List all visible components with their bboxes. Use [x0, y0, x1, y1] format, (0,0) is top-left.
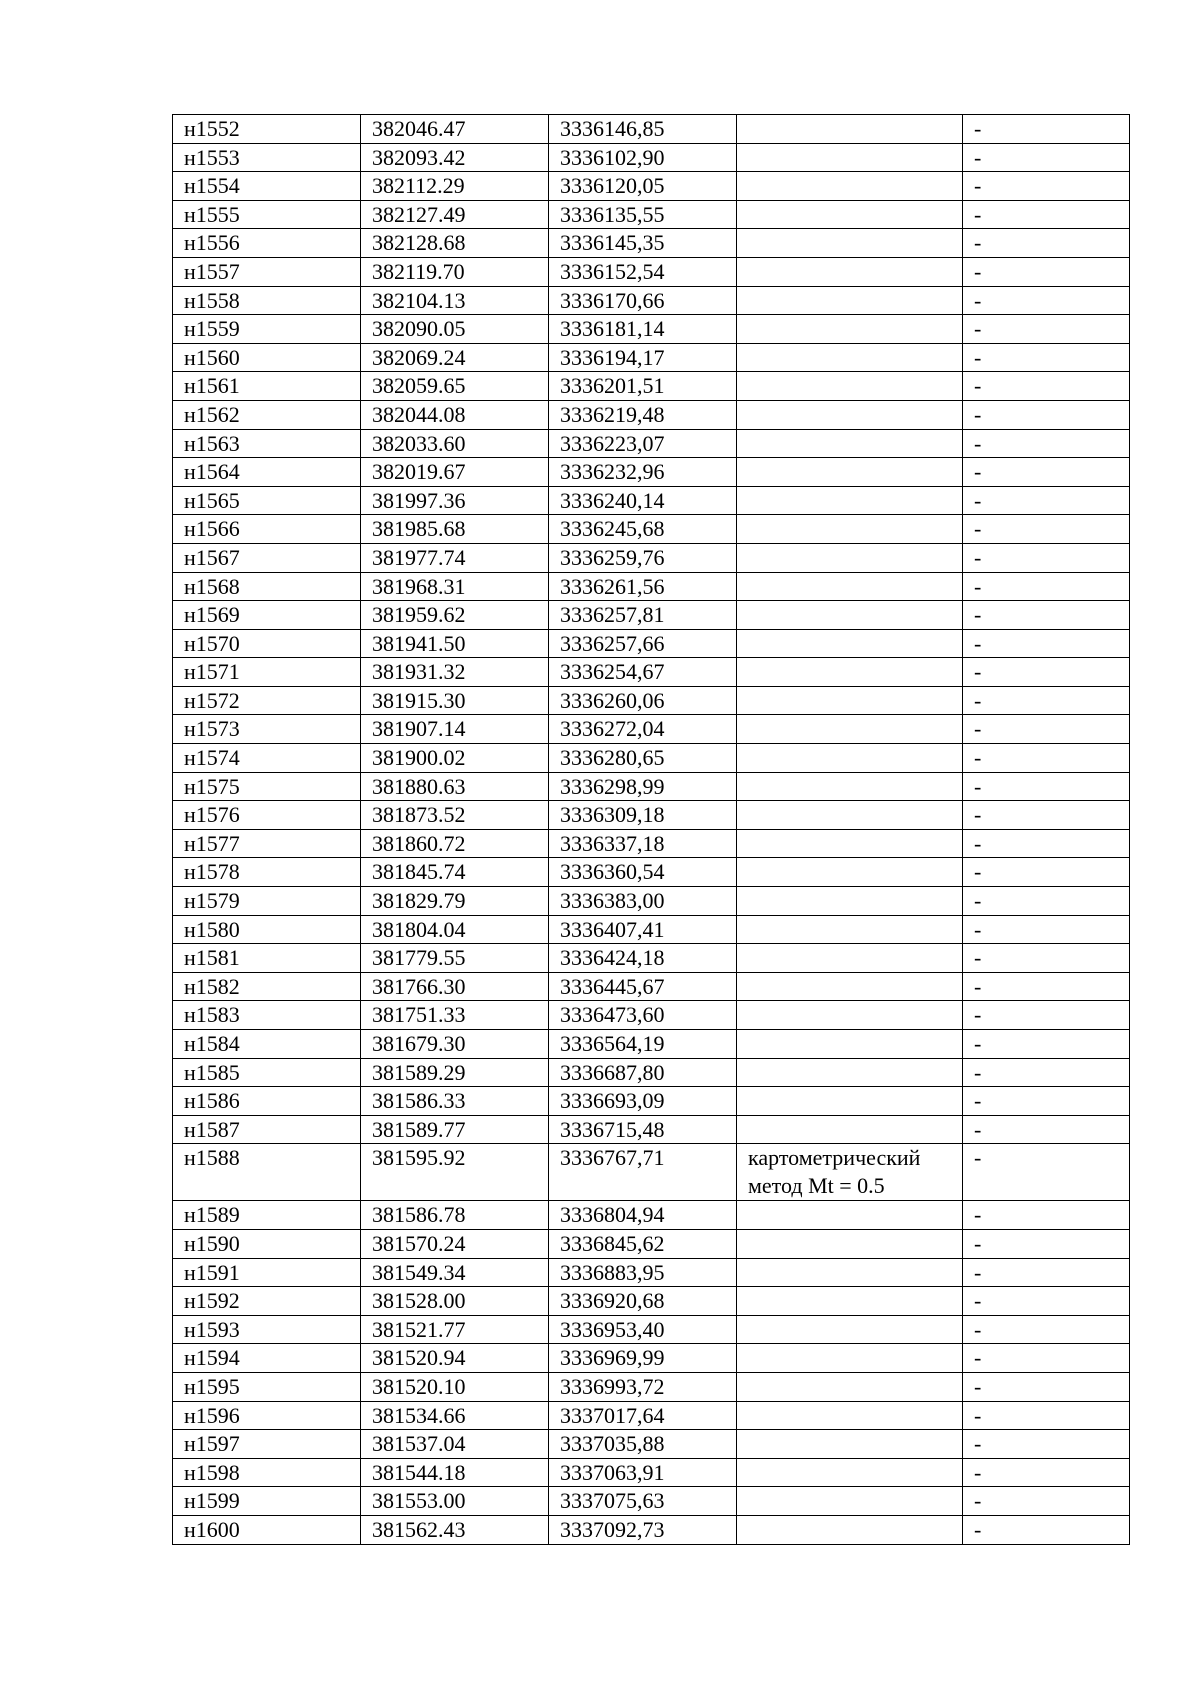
- point-name-cell: н1592: [173, 1287, 361, 1316]
- y-coordinate-cell: 3337092,73: [549, 1515, 737, 1544]
- method-note-cell: [737, 1087, 963, 1116]
- table-row: [173, 801, 1130, 830]
- x-coordinate-cell: 382119.70: [361, 257, 549, 286]
- method-note-cell: [737, 715, 963, 744]
- x-coordinate-cell: 381968.31: [361, 572, 549, 601]
- x-coordinate-cell: 381907.14: [361, 715, 549, 744]
- point-name-cell: н1557: [173, 257, 361, 286]
- dash-cell: -: [963, 686, 1130, 715]
- table-row: [173, 172, 1130, 201]
- dash-cell: -: [963, 944, 1130, 973]
- point-name-cell: н1582: [173, 972, 361, 1001]
- y-coordinate-cell: 3336261,56: [549, 572, 737, 601]
- method-note-cell: [737, 372, 963, 401]
- table-row: [173, 858, 1130, 887]
- x-coordinate-cell: 381860.72: [361, 829, 549, 858]
- y-coordinate-cell: 3336170,66: [549, 286, 737, 315]
- point-name-cell: н1567: [173, 543, 361, 572]
- method-note-cell: [737, 858, 963, 887]
- table-row: [173, 400, 1130, 429]
- table-row: [173, 1287, 1130, 1316]
- dash-cell: -: [963, 1229, 1130, 1258]
- dash-cell: -: [963, 629, 1130, 658]
- table-row: [173, 1001, 1130, 1030]
- dash-cell: -: [963, 1372, 1130, 1401]
- x-coordinate-cell: 382128.68: [361, 229, 549, 258]
- dash-cell: -: [963, 1058, 1130, 1087]
- coordinates-table: [172, 114, 1130, 1545]
- point-name-cell: н1554: [173, 172, 361, 201]
- x-coordinate-cell: 381537.04: [361, 1430, 549, 1459]
- y-coordinate-cell: 3337017,64: [549, 1401, 737, 1430]
- x-coordinate-cell: 381959.62: [361, 601, 549, 630]
- x-coordinate-cell: 381997.36: [361, 486, 549, 515]
- x-coordinate-cell: 381931.32: [361, 658, 549, 687]
- table-row: [173, 343, 1130, 372]
- point-name-cell: н1583: [173, 1001, 361, 1030]
- table-row: [173, 200, 1130, 229]
- x-coordinate-cell: 382127.49: [361, 200, 549, 229]
- table-row: [173, 1115, 1130, 1144]
- method-note-cell: [737, 257, 963, 286]
- point-name-cell: н1573: [173, 715, 361, 744]
- point-name-cell: н1587: [173, 1115, 361, 1144]
- point-name-cell: н1572: [173, 686, 361, 715]
- table-row: [173, 486, 1130, 515]
- point-name-cell: н1564: [173, 458, 361, 487]
- x-coordinate-cell: 382033.60: [361, 429, 549, 458]
- dash-cell: -: [963, 1401, 1130, 1430]
- x-coordinate-cell: 382090.05: [361, 315, 549, 344]
- y-coordinate-cell: 3336804,94: [549, 1201, 737, 1230]
- y-coordinate-cell: 3336309,18: [549, 801, 737, 830]
- y-coordinate-cell: 3336383,00: [549, 887, 737, 916]
- dash-cell: -: [963, 143, 1130, 172]
- dash-cell: -: [963, 772, 1130, 801]
- method-note-cell: [737, 944, 963, 973]
- dash-cell: -: [963, 1344, 1130, 1373]
- method-note-cell: [737, 686, 963, 715]
- table-row: [173, 515, 1130, 544]
- y-coordinate-cell: 3336969,99: [549, 1344, 737, 1373]
- point-name-cell: н1596: [173, 1401, 361, 1430]
- x-coordinate-cell: 381562.43: [361, 1515, 549, 1544]
- y-coordinate-cell: 3336407,41: [549, 915, 737, 944]
- point-name-cell: н1598: [173, 1458, 361, 1487]
- y-coordinate-cell: 3336953,40: [549, 1315, 737, 1344]
- table-row: [173, 1144, 1130, 1201]
- point-name-cell: н1591: [173, 1258, 361, 1287]
- x-coordinate-cell: 382069.24: [361, 343, 549, 372]
- dash-cell: -: [963, 715, 1130, 744]
- method-note-cell: [737, 458, 963, 487]
- table-row: [173, 286, 1130, 315]
- point-name-cell: н1585: [173, 1058, 361, 1087]
- y-coordinate-cell: 3336245,68: [549, 515, 737, 544]
- point-name-cell: н1593: [173, 1315, 361, 1344]
- y-coordinate-cell: 3336272,04: [549, 715, 737, 744]
- x-coordinate-cell: 381873.52: [361, 801, 549, 830]
- method-note-cell: [737, 1515, 963, 1544]
- y-coordinate-cell: 3336201,51: [549, 372, 737, 401]
- dash-cell: -: [963, 515, 1130, 544]
- table-row: [173, 1315, 1130, 1344]
- x-coordinate-cell: 382093.42: [361, 143, 549, 172]
- x-coordinate-cell: 382104.13: [361, 286, 549, 315]
- point-name-cell: н1580: [173, 915, 361, 944]
- dash-cell: -: [963, 1487, 1130, 1516]
- y-coordinate-cell: 3336445,67: [549, 972, 737, 1001]
- y-coordinate-cell: 3336146,85: [549, 115, 737, 144]
- dash-cell: -: [963, 172, 1130, 201]
- point-name-cell: н1559: [173, 315, 361, 344]
- dash-cell: -: [963, 315, 1130, 344]
- x-coordinate-cell: 381915.30: [361, 686, 549, 715]
- y-coordinate-cell: 3336687,80: [549, 1058, 737, 1087]
- point-name-cell: н1574: [173, 744, 361, 773]
- x-coordinate-cell: 381766.30: [361, 972, 549, 1001]
- point-name-cell: н1577: [173, 829, 361, 858]
- dash-cell: -: [963, 400, 1130, 429]
- dash-cell: -: [963, 829, 1130, 858]
- point-name-cell: н1599: [173, 1487, 361, 1516]
- method-note-cell: [737, 343, 963, 372]
- point-name-cell: н1579: [173, 887, 361, 916]
- y-coordinate-cell: 3336240,14: [549, 486, 737, 515]
- y-coordinate-cell: 3336257,66: [549, 629, 737, 658]
- table-row: [173, 629, 1130, 658]
- table-row: [173, 1201, 1130, 1230]
- y-coordinate-cell: 3337075,63: [549, 1487, 737, 1516]
- point-name-cell: н1578: [173, 858, 361, 887]
- table-row: [173, 1515, 1130, 1544]
- method-note-cell: [737, 429, 963, 458]
- y-coordinate-cell: 3336920,68: [549, 1287, 737, 1316]
- method-note-cell: [737, 286, 963, 315]
- y-coordinate-cell: 3336280,65: [549, 744, 737, 773]
- method-note-cell: [737, 200, 963, 229]
- table-row: [173, 1344, 1130, 1373]
- dash-cell: -: [963, 1001, 1130, 1030]
- x-coordinate-cell: 382044.08: [361, 400, 549, 429]
- method-note-cell: [737, 744, 963, 773]
- table-row: [173, 1258, 1130, 1287]
- dash-cell: -: [963, 1115, 1130, 1144]
- method-note-cell: [737, 143, 963, 172]
- y-coordinate-cell: 3336181,14: [549, 315, 737, 344]
- y-coordinate-cell: 3336257,81: [549, 601, 737, 630]
- dash-cell: -: [963, 286, 1130, 315]
- table-row: [173, 543, 1130, 572]
- method-note-cell: [737, 829, 963, 858]
- method-note-cell: [737, 572, 963, 601]
- point-name-cell: н1575: [173, 772, 361, 801]
- point-name-cell: н1569: [173, 601, 361, 630]
- method-note-cell: [737, 1287, 963, 1316]
- table-row: [173, 972, 1130, 1001]
- dash-cell: -: [963, 115, 1130, 144]
- dash-cell: -: [963, 1144, 1130, 1201]
- method-note-cell: [737, 400, 963, 429]
- y-coordinate-cell: 3336845,62: [549, 1229, 737, 1258]
- table-row: [173, 1458, 1130, 1487]
- point-name-cell: н1568: [173, 572, 361, 601]
- table-row: [173, 829, 1130, 858]
- dash-cell: -: [963, 744, 1130, 773]
- x-coordinate-cell: 381679.30: [361, 1030, 549, 1059]
- dash-cell: -: [963, 887, 1130, 916]
- y-coordinate-cell: 3336767,71: [549, 1144, 737, 1201]
- table-row: [173, 915, 1130, 944]
- table-body: [173, 115, 1130, 1545]
- dash-cell: -: [963, 543, 1130, 572]
- dash-cell: -: [963, 1458, 1130, 1487]
- x-coordinate-cell: 381977.74: [361, 543, 549, 572]
- method-note-cell: [737, 1258, 963, 1287]
- table-row: [173, 1229, 1130, 1258]
- dash-cell: -: [963, 972, 1130, 1001]
- y-coordinate-cell: 3336424,18: [549, 944, 737, 973]
- point-name-cell: н1600: [173, 1515, 361, 1544]
- point-name-cell: н1597: [173, 1430, 361, 1459]
- table-row: [173, 1030, 1130, 1059]
- point-name-cell: н1562: [173, 400, 361, 429]
- table-row: [173, 429, 1130, 458]
- point-name-cell: н1561: [173, 372, 361, 401]
- point-name-cell: н1565: [173, 486, 361, 515]
- point-name-cell: н1570: [173, 629, 361, 658]
- point-name-cell: н1584: [173, 1030, 361, 1059]
- point-name-cell: н1589: [173, 1201, 361, 1230]
- method-note-cell: [737, 543, 963, 572]
- dash-cell: -: [963, 372, 1130, 401]
- method-note-cell: [737, 658, 963, 687]
- method-note-cell: [737, 1001, 963, 1030]
- x-coordinate-cell: 381589.29: [361, 1058, 549, 1087]
- point-name-cell: н1556: [173, 229, 361, 258]
- table-row: [173, 115, 1130, 144]
- method-note-cell: [737, 515, 963, 544]
- point-name-cell: н1552: [173, 115, 361, 144]
- table-row: [173, 944, 1130, 973]
- method-note-cell: [737, 1372, 963, 1401]
- method-note-cell: [737, 1487, 963, 1516]
- y-coordinate-cell: 3336337,18: [549, 829, 737, 858]
- x-coordinate-cell: 381553.00: [361, 1487, 549, 1516]
- x-coordinate-cell: 381586.33: [361, 1087, 549, 1116]
- y-coordinate-cell: 3336135,55: [549, 200, 737, 229]
- table-row: [173, 772, 1130, 801]
- point-name-cell: н1560: [173, 343, 361, 372]
- point-name-cell: н1555: [173, 200, 361, 229]
- dash-cell: -: [963, 1287, 1130, 1316]
- table-row: [173, 744, 1130, 773]
- x-coordinate-cell: 381900.02: [361, 744, 549, 773]
- dash-cell: -: [963, 658, 1130, 687]
- x-coordinate-cell: 382046.47: [361, 115, 549, 144]
- y-coordinate-cell: 3336715,48: [549, 1115, 737, 1144]
- x-coordinate-cell: 381880.63: [361, 772, 549, 801]
- table-row: [173, 1430, 1130, 1459]
- point-name-cell: н1553: [173, 143, 361, 172]
- table-row: [173, 601, 1130, 630]
- method-note-cell: [737, 486, 963, 515]
- dash-cell: -: [963, 572, 1130, 601]
- y-coordinate-cell: 3336693,09: [549, 1087, 737, 1116]
- y-coordinate-cell: 3336360,54: [549, 858, 737, 887]
- x-coordinate-cell: 382059.65: [361, 372, 549, 401]
- table-row: [173, 1372, 1130, 1401]
- method-note-cell: [737, 1315, 963, 1344]
- table-row: [173, 1058, 1130, 1087]
- table-row: [173, 1401, 1130, 1430]
- method-note-cell: [737, 601, 963, 630]
- y-coordinate-cell: 3336223,07: [549, 429, 737, 458]
- x-coordinate-cell: 381528.00: [361, 1287, 549, 1316]
- x-coordinate-cell: 381589.77: [361, 1115, 549, 1144]
- method-note-cell: [737, 772, 963, 801]
- y-coordinate-cell: 3336883,95: [549, 1258, 737, 1287]
- method-note-cell: [737, 1458, 963, 1487]
- y-coordinate-cell: 3336152,54: [549, 257, 737, 286]
- x-coordinate-cell: 381751.33: [361, 1001, 549, 1030]
- y-coordinate-cell: 3336232,96: [549, 458, 737, 487]
- table-row: [173, 1087, 1130, 1116]
- dash-cell: -: [963, 1258, 1130, 1287]
- table-row: [173, 686, 1130, 715]
- dash-cell: -: [963, 858, 1130, 887]
- table-row: [173, 458, 1130, 487]
- y-coordinate-cell: 3336993,72: [549, 1372, 737, 1401]
- method-note-cell: [737, 629, 963, 658]
- y-coordinate-cell: 3336564,19: [549, 1030, 737, 1059]
- method-note-cell: [737, 115, 963, 144]
- dash-cell: -: [963, 1315, 1130, 1344]
- dash-cell: -: [963, 200, 1130, 229]
- x-coordinate-cell: 381521.77: [361, 1315, 549, 1344]
- dash-cell: -: [963, 1201, 1130, 1230]
- table-row: [173, 229, 1130, 258]
- dash-cell: -: [963, 1087, 1130, 1116]
- method-note-cell: [737, 1058, 963, 1087]
- y-coordinate-cell: 3336298,99: [549, 772, 737, 801]
- y-coordinate-cell: 3336194,17: [549, 343, 737, 372]
- x-coordinate-cell: 381570.24: [361, 1229, 549, 1258]
- y-coordinate-cell: 3336145,35: [549, 229, 737, 258]
- dash-cell: -: [963, 915, 1130, 944]
- table-row: [173, 658, 1130, 687]
- x-coordinate-cell: 381985.68: [361, 515, 549, 544]
- x-coordinate-cell: 382019.67: [361, 458, 549, 487]
- dash-cell: -: [963, 458, 1130, 487]
- x-coordinate-cell: 381804.04: [361, 915, 549, 944]
- x-coordinate-cell: 381941.50: [361, 629, 549, 658]
- dash-cell: -: [963, 601, 1130, 630]
- y-coordinate-cell: 3336259,76: [549, 543, 737, 572]
- table-row: [173, 315, 1130, 344]
- table-row: [173, 257, 1130, 286]
- x-coordinate-cell: 381520.94: [361, 1344, 549, 1373]
- dash-cell: -: [963, 229, 1130, 258]
- y-coordinate-cell: 3336254,67: [549, 658, 737, 687]
- y-coordinate-cell: 3337035,88: [549, 1430, 737, 1459]
- dash-cell: -: [963, 257, 1130, 286]
- point-name-cell: н1581: [173, 944, 361, 973]
- method-note-cell: картометрический метод Mt = 0.5: [737, 1144, 963, 1201]
- method-note-cell: [737, 1344, 963, 1373]
- method-note-cell: [737, 915, 963, 944]
- dash-cell: -: [963, 486, 1130, 515]
- table-row: [173, 887, 1130, 916]
- table-row: [173, 143, 1130, 172]
- y-coordinate-cell: 3336260,06: [549, 686, 737, 715]
- method-note-cell: [737, 801, 963, 830]
- table-row: [173, 372, 1130, 401]
- point-name-cell: н1595: [173, 1372, 361, 1401]
- method-note-cell: [737, 1401, 963, 1430]
- y-coordinate-cell: 3337063,91: [549, 1458, 737, 1487]
- method-note-cell: [737, 887, 963, 916]
- table-row: [173, 1487, 1130, 1516]
- x-coordinate-cell: 381586.78: [361, 1201, 549, 1230]
- method-note-cell: [737, 1229, 963, 1258]
- dash-cell: -: [963, 1515, 1130, 1544]
- y-coordinate-cell: 3336120,05: [549, 172, 737, 201]
- x-coordinate-cell: 381544.18: [361, 1458, 549, 1487]
- dash-cell: -: [963, 1030, 1130, 1059]
- x-coordinate-cell: 381520.10: [361, 1372, 549, 1401]
- method-note-cell: [737, 972, 963, 1001]
- y-coordinate-cell: 3336102,90: [549, 143, 737, 172]
- x-coordinate-cell: 382112.29: [361, 172, 549, 201]
- point-name-cell: н1586: [173, 1087, 361, 1116]
- x-coordinate-cell: 381829.79: [361, 887, 549, 916]
- method-note-cell: [737, 172, 963, 201]
- point-name-cell: н1563: [173, 429, 361, 458]
- dash-cell: -: [963, 429, 1130, 458]
- point-name-cell: н1576: [173, 801, 361, 830]
- point-name-cell: н1590: [173, 1229, 361, 1258]
- x-coordinate-cell: 381595.92: [361, 1144, 549, 1201]
- y-coordinate-cell: 3336219,48: [549, 400, 737, 429]
- method-note-cell: [737, 1430, 963, 1459]
- method-note-cell: [737, 315, 963, 344]
- point-name-cell: н1558: [173, 286, 361, 315]
- x-coordinate-cell: 381845.74: [361, 858, 549, 887]
- x-coordinate-cell: 381779.55: [361, 944, 549, 973]
- x-coordinate-cell: 381534.66: [361, 1401, 549, 1430]
- x-coordinate-cell: 381549.34: [361, 1258, 549, 1287]
- point-name-cell: н1571: [173, 658, 361, 687]
- point-name-cell: н1594: [173, 1344, 361, 1373]
- method-note-cell: [737, 229, 963, 258]
- point-name-cell: н1588: [173, 1144, 361, 1201]
- method-note-cell: [737, 1115, 963, 1144]
- table-row: [173, 715, 1130, 744]
- method-note-cell: [737, 1030, 963, 1059]
- point-name-cell: н1566: [173, 515, 361, 544]
- method-note-cell: [737, 1201, 963, 1230]
- dash-cell: -: [963, 343, 1130, 372]
- dash-cell: -: [963, 1430, 1130, 1459]
- table-row: [173, 572, 1130, 601]
- y-coordinate-cell: 3336473,60: [549, 1001, 737, 1030]
- dash-cell: -: [963, 801, 1130, 830]
